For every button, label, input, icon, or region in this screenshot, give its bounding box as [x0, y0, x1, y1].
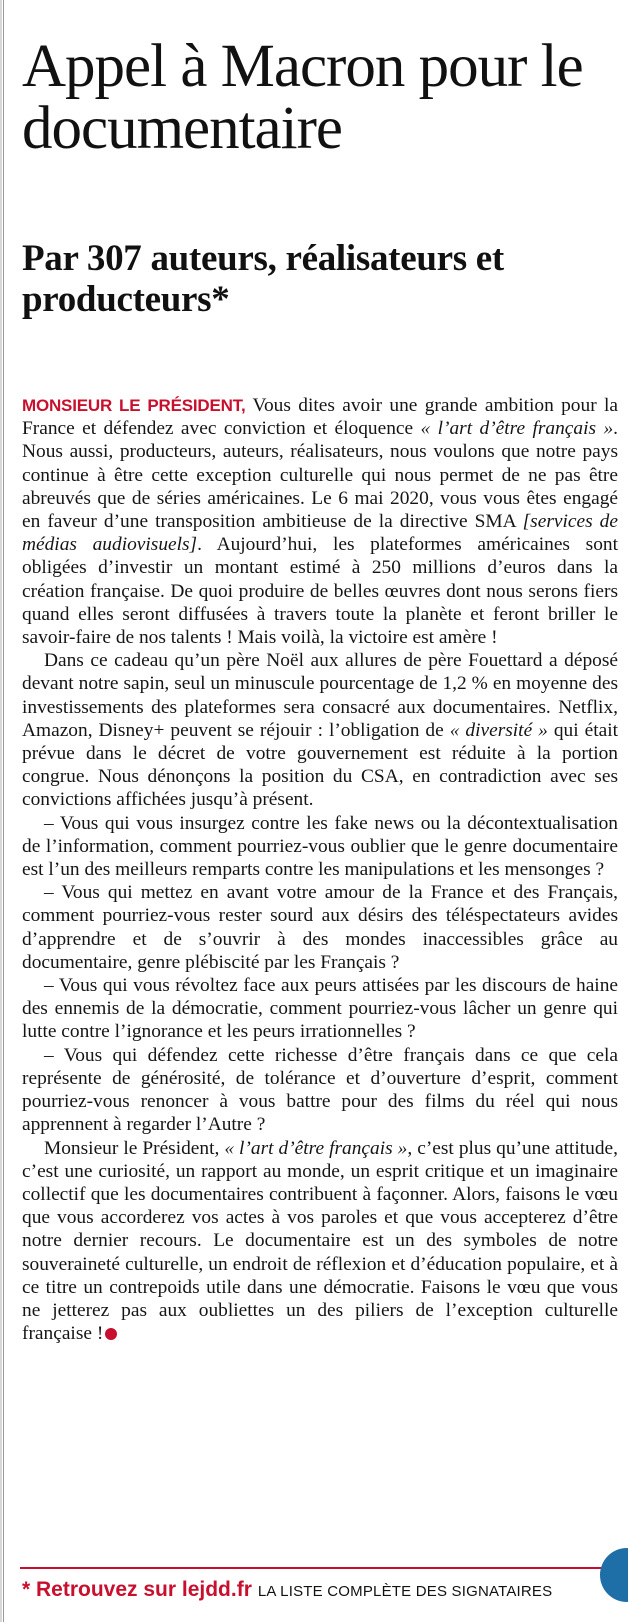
text-run: . Nous aussi, producteurs, auteurs, réalisateurs, nous voulons que notre pays continue à être cette exception culturelle qui nous permet de ne pas être abreuvés que de séries américaines. Le 6 mai 2020, vous vous êtes engagé en faveur d’une transposition ambitieuse de la directive SMA — [22, 418, 618, 533]
text-run: Vous dites avoir une grande ambition pour la France et défendez avec conviction et éloquence — [22, 395, 618, 440]
quote-italic: « l’art d’être français » — [420, 418, 614, 440]
paragraph: – Vous qui mettez en avant votre amour de la France et des Français, comment pourriez-vous rester sourd aux désirs des téléspectateurs avides d’apprendre et de s’ouvrir à des mondes inaccessibles grâce au documentaire, genre plébiscité par les Français ? — [22, 882, 618, 973]
end-mark-dot — [105, 1328, 117, 1340]
footer-link[interactable]: * Retrouvez sur lejdd.fr — [22, 1578, 252, 1601]
bracket-italic: [services de médias audiovisuels] — [22, 511, 618, 556]
page-edge-border — [0, 0, 8, 1622]
footer-rule — [20, 1567, 606, 1569]
paragraph — [22, 649, 618, 811]
paragraph-lead — [22, 394, 618, 649]
page-corner-badge — [600, 1548, 628, 1602]
text-run: , c’est plus qu’une attitude, c’est une curiosité, un rapport au monde, un esprit critique et un imaginaire collectif que les documentaires contribuent à façonner. Alors, faisons le vœu que vous accorderez vos actes à vos paroles et que vous accepterez d’être notre dernier recours. Le documentaire est un des symboles de notre souveraineté culturelle, un endroit de réflexion et d’éducation populaire, et à ce titre un contrepoids utile dans une démocratie. Faisons le vœu que vous ne jetterez pas aux oubliettes un des piliers de l’exception culturelle française ! — [22, 1137, 618, 1345]
text-run: qui était prévue dans le décret de votre gouvernement est réduite à la portion congrue. Nous dénonçons la position du CSA, en contradiction avec ses convictions affichées jusqu’à présent. — [22, 719, 618, 811]
article-body — [22, 394, 618, 1345]
quote-italic: « l’art d’être français » — [224, 1137, 408, 1159]
byline: Par 307 auteurs, réalisateurs et producteurs* — [22, 238, 504, 320]
footer — [22, 1578, 552, 1602]
paragraph: – Vous qui vous révoltez face aux peurs attisées par les discours de haine des ennemis de la démocratie, comment pourriez-vous lâcher un genre qui lutte contre l’ignorance et les peurs irrationnelles ? — [22, 975, 618, 1043]
paragraph-closing — [22, 1137, 618, 1346]
paragraph: – Vous qui défendez cette richesse d’être français dans ce que cela représente de générosité, de tolérance et d’ouverture d’esprit, comment pourriez-vous renoncer à vous battre pour des films du réel qui nous apprennent à regarder l’Autre ? — [22, 1044, 618, 1136]
headline: Appel à Macron pour le documentaire — [22, 33, 583, 162]
text-run: . Aujourd’hui, les plateformes américaines sont obligées d’investir un montant estimé à 250 millions d’euros dans la création française. De quoi produire de belles œuvres dont nous serons fiers quand elles seront diffusées à travers toute la planète et feront briller le savoir-faire de nos talents ! Mais voilà, la victoire est amère ! — [22, 534, 618, 649]
text-run: Dans ce cadeau qu’un père Noël aux allures de père Fouettard a déposé devant notre sapin, seul un minuscule pourcentage de 1,2 % en moyenne des investissements des plateformes sera consacré aux documentaires. Netflix, Amazon, Disney+ peuvent se réjouir : l’obligation de — [22, 650, 618, 741]
paragraph: – Vous qui vous insurgez contre les fake news ou la décontextualisation de l’information, comment pourriez-vous oublier que le genre documentaire est l’un des meilleurs remparts contre les manipulations et les mensonges ? — [22, 812, 618, 881]
article — [22, 33, 618, 1345]
quote-italic: « diversité » — [449, 719, 548, 741]
text-run: Monsieur le Président, — [44, 1137, 225, 1159]
lead-label: MONSIEUR LE PRÉSIDENT, — [22, 396, 246, 415]
footer-caption: LA LISTE COMPLÈTE DES SIGNATAIRES — [257, 1583, 553, 1600]
